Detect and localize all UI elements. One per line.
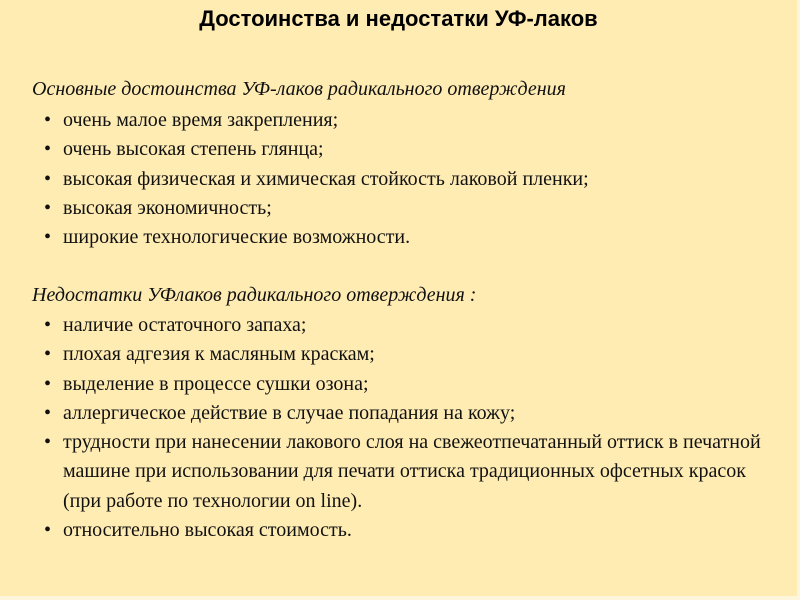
disadvantages-heading: Недостатки УФлаков радикального отверждения : — [32, 284, 477, 306]
list-item: • относительно высокая стоимость. — [44, 516, 784, 545]
list-item: • высокая физическая и химическая стойкость лаковой пленки; — [44, 165, 784, 194]
list-item: • высокая экономичность; — [44, 194, 784, 223]
list-item: • выделение в процессе сушки озона; — [44, 370, 784, 399]
disadvantages-list — [44, 311, 784, 545]
list-item: • наличие остаточного запаха; — [44, 311, 784, 340]
list-item: • широкие технологические возможности. — [44, 223, 784, 252]
bullet-icon: • — [44, 431, 52, 454]
bullet-icon: • — [44, 196, 52, 219]
list-item: • очень высокая степень глянца; — [44, 135, 784, 164]
bullet-icon: • — [44, 343, 52, 366]
bullet-icon: • — [44, 226, 52, 249]
advantages-list — [44, 106, 784, 252]
list-item: • трудности при нанесении лакового слоя на свежеотпечатанный оттиск в печатной машине при использовании для печати оттиска традиционных офсетных красок (при работе по технологии on line). — [44, 428, 784, 516]
list-item: • плохая адгезия к масляным краскам; — [44, 340, 784, 369]
list-item: • аллергическое действие в случае попадания на кожу; — [44, 399, 784, 428]
bullet-icon: • — [44, 138, 52, 161]
bullet-icon: • — [44, 314, 52, 336]
slide-title: Достоинства и недостатки УФ-лаков — [199, 6, 598, 31]
bullet-icon: • — [44, 109, 52, 131]
bullet-icon: • — [44, 372, 52, 395]
bullet-icon: • — [44, 167, 52, 190]
bullet-icon: • — [44, 401, 52, 424]
bullet-icon: • — [44, 519, 52, 542]
advantages-heading: Основные достоинства УФ-лаков радикального отверждения — [32, 78, 566, 100]
list-item: • очень малое время закрепления; — [44, 106, 784, 135]
